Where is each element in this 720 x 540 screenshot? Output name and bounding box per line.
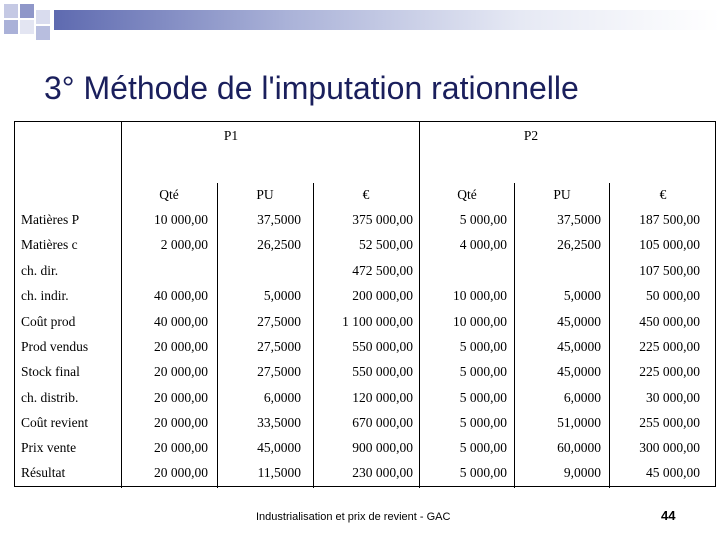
- table-cell: 26,2500: [557, 237, 601, 252]
- table-cell: 105 000,00: [639, 237, 700, 252]
- row-label: Prod vendus: [21, 339, 89, 354]
- table-cell: 27,5000: [257, 364, 301, 379]
- table-cell: 10 000,00: [453, 314, 507, 329]
- column-header: PU: [553, 187, 571, 202]
- table-cell: 375 000,00: [352, 212, 413, 227]
- table-cell: 5 000,00: [459, 390, 507, 405]
- product-header: P2: [523, 128, 539, 143]
- table-cell: 10 000,00: [453, 288, 507, 303]
- deco-square: [20, 4, 34, 18]
- table-cell: 1 100 000,00: [342, 314, 413, 329]
- row-label: ch. distrib.: [21, 390, 79, 405]
- table-cell: 45,0000: [557, 364, 601, 379]
- table-cell: 107 500,00: [639, 263, 700, 278]
- column-divider: [121, 122, 122, 488]
- table-cell: 5 000,00: [459, 212, 507, 227]
- row-label: Coût revient: [21, 415, 89, 430]
- table-cell: 5 000,00: [459, 415, 507, 430]
- deco-square: [36, 26, 50, 40]
- row-label: Matières P: [21, 212, 80, 227]
- table-cell: 5 000,00: [459, 465, 507, 480]
- deco-square: [4, 20, 18, 34]
- table-cell: 120 000,00: [352, 390, 413, 405]
- table-cell: 472 500,00: [352, 263, 413, 278]
- table-cell: 11,5000: [257, 465, 301, 480]
- table-cell: 26,2500: [257, 237, 301, 252]
- column-header: Qté: [457, 187, 477, 202]
- title-decoration: [0, 0, 720, 60]
- table-cell: 27,5000: [257, 339, 301, 354]
- row-label: ch. indir.: [21, 288, 69, 303]
- table-cell: 670 000,00: [352, 415, 413, 430]
- table-cell: 45,0000: [257, 440, 301, 455]
- gradient-band: [54, 10, 720, 30]
- table-cell: 51,0000: [557, 415, 601, 430]
- page-title: 3° Méthode de l'imputation rationnelle: [44, 70, 579, 106]
- table-cell: 450 000,00: [639, 314, 700, 329]
- deco-square: [20, 20, 34, 34]
- table-cell: 5 000,00: [459, 364, 507, 379]
- table-cell: 37,5000: [557, 212, 601, 227]
- product-header: P1: [223, 128, 239, 143]
- table-cell: 5,0000: [263, 288, 301, 303]
- table-cell: 225 000,00: [639, 364, 700, 379]
- table-cell: 27,5000: [257, 314, 301, 329]
- table-cell: 37,5000: [257, 212, 301, 227]
- table-cell: 60,0000: [557, 440, 601, 455]
- row-label: ch. dir.: [21, 263, 59, 278]
- table-cell: 550 000,00: [352, 339, 413, 354]
- deco-square: [4, 4, 18, 18]
- table-cell: 20 000,00: [154, 390, 208, 405]
- table-cell: 300 000,00: [639, 440, 700, 455]
- table-cell: 187 500,00: [639, 212, 700, 227]
- deco-square: [36, 10, 50, 24]
- table-cell: 20 000,00: [154, 465, 208, 480]
- column-header: Qté: [159, 187, 179, 202]
- table-cell: 9,0000: [563, 465, 601, 480]
- table-cell: 40 000,00: [154, 288, 208, 303]
- table-cell: 33,5000: [257, 415, 301, 430]
- column-header: €: [659, 187, 667, 202]
- table-cell: 45 000,00: [646, 465, 700, 480]
- table-cell: 2 000,00: [160, 237, 208, 252]
- table-cell: 6,0000: [263, 390, 301, 405]
- table-cell: 50 000,00: [646, 288, 700, 303]
- table-cell: 6,0000: [563, 390, 601, 405]
- table-cell: 255 000,00: [639, 415, 700, 430]
- table-cell: 200 000,00: [352, 288, 413, 303]
- table-cell: 30 000,00: [646, 390, 700, 405]
- column-header: €: [362, 187, 370, 202]
- row-label: Stock final: [21, 364, 80, 379]
- table-cell: 45,0000: [557, 339, 601, 354]
- table-cell: 900 000,00: [352, 440, 413, 455]
- table-cell: 20 000,00: [154, 339, 208, 354]
- column-header: PU: [256, 187, 274, 202]
- data-table: [14, 121, 716, 487]
- row-label: Matières c: [21, 237, 78, 252]
- page-number: 44: [661, 508, 676, 523]
- table-cell: 5 000,00: [459, 339, 507, 354]
- table-cell: 52 500,00: [359, 237, 413, 252]
- table-cell: 40 000,00: [154, 314, 208, 329]
- footer-text: Industrialisation et prix de revient - GAC: [256, 511, 451, 523]
- table-cell: 45,0000: [557, 314, 601, 329]
- table-cell: 5 000,00: [459, 440, 507, 455]
- column-divider: [419, 122, 420, 488]
- table-cell: 550 000,00: [352, 364, 413, 379]
- row-label: Coût prod: [21, 314, 76, 329]
- table-cell: 10 000,00: [154, 212, 208, 227]
- row-label: Prix vente: [21, 440, 77, 455]
- table-cell: 4 000,00: [459, 237, 507, 252]
- table-cell: 20 000,00: [154, 440, 208, 455]
- table-cell: 230 000,00: [352, 465, 413, 480]
- table-cell: 20 000,00: [154, 415, 208, 430]
- table-cell: 20 000,00: [154, 364, 208, 379]
- table-cell: 225 000,00: [639, 339, 700, 354]
- table-cell: 5,0000: [563, 288, 601, 303]
- row-label: Résultat: [21, 465, 66, 480]
